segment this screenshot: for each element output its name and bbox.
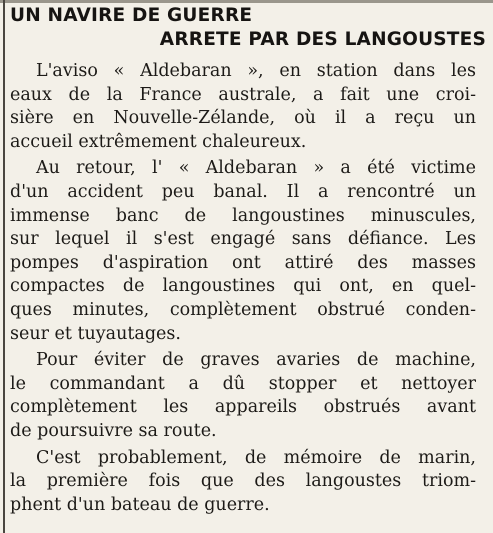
paragraph-line: accueil extrêmement chaleureux. <box>10 131 307 152</box>
paragraph-line: le commandant a dû stopper et nettoyer <box>10 373 476 394</box>
paragraph-line: eaux de la France australe, a fait une croi- <box>10 84 476 105</box>
paragraph-4 <box>10 447 476 518</box>
paragraph-line: d'un accident peu banal. Il a rencontré un <box>10 181 476 202</box>
paragraph-line: de poursuivre sa route. <box>10 420 217 441</box>
paragraph-line: sière en Nouvelle-Zélande, où il a reçu un <box>10 108 476 129</box>
paragraph-line: complètement les appareils obstrués avant <box>10 397 476 418</box>
paragraph-line: compactes de langoustines qui ont, en quel- <box>10 276 476 297</box>
paragraph-1 <box>10 60 476 154</box>
paragraph-line: seur et tuyautages. <box>10 323 181 344</box>
paragraph-line: ques minutes, complètement obstrué conden- <box>10 299 476 320</box>
paragraph-line: C'est probablement, de mémoire de marin, <box>36 447 476 468</box>
paragraph-line: sur lequel il s'est engagé sans défiance. Les <box>10 229 476 250</box>
paragraph-line: phent d'un bateau de guerre. <box>10 494 270 515</box>
headline-line-2: ARRETE PAR DES LANGOUSTES <box>159 29 486 50</box>
headline-line-1: UN NAVIRE DE GUERRE <box>10 5 253 26</box>
top-column-rule <box>0 0 493 3</box>
article-body <box>10 60 476 520</box>
paragraph-3 <box>10 349 476 443</box>
paragraph-line: Au retour, l' « Aldebaran » a été victime <box>36 158 476 179</box>
left-column-rule <box>3 0 5 533</box>
paragraph-line: immense banc de langoustines minuscules, <box>10 205 476 226</box>
paragraph-line: la première fois que des langoustes triom- <box>10 471 476 492</box>
paragraph-line: Pour éviter de graves avaries de machine, <box>36 350 476 371</box>
article-headline <box>10 4 490 52</box>
paragraph-line: pompes d'aspiration ont attiré des masses <box>10 252 476 273</box>
paragraph-line: L'aviso « Aldebaran », en station dans les <box>36 61 476 81</box>
paragraph-2 <box>10 157 476 346</box>
